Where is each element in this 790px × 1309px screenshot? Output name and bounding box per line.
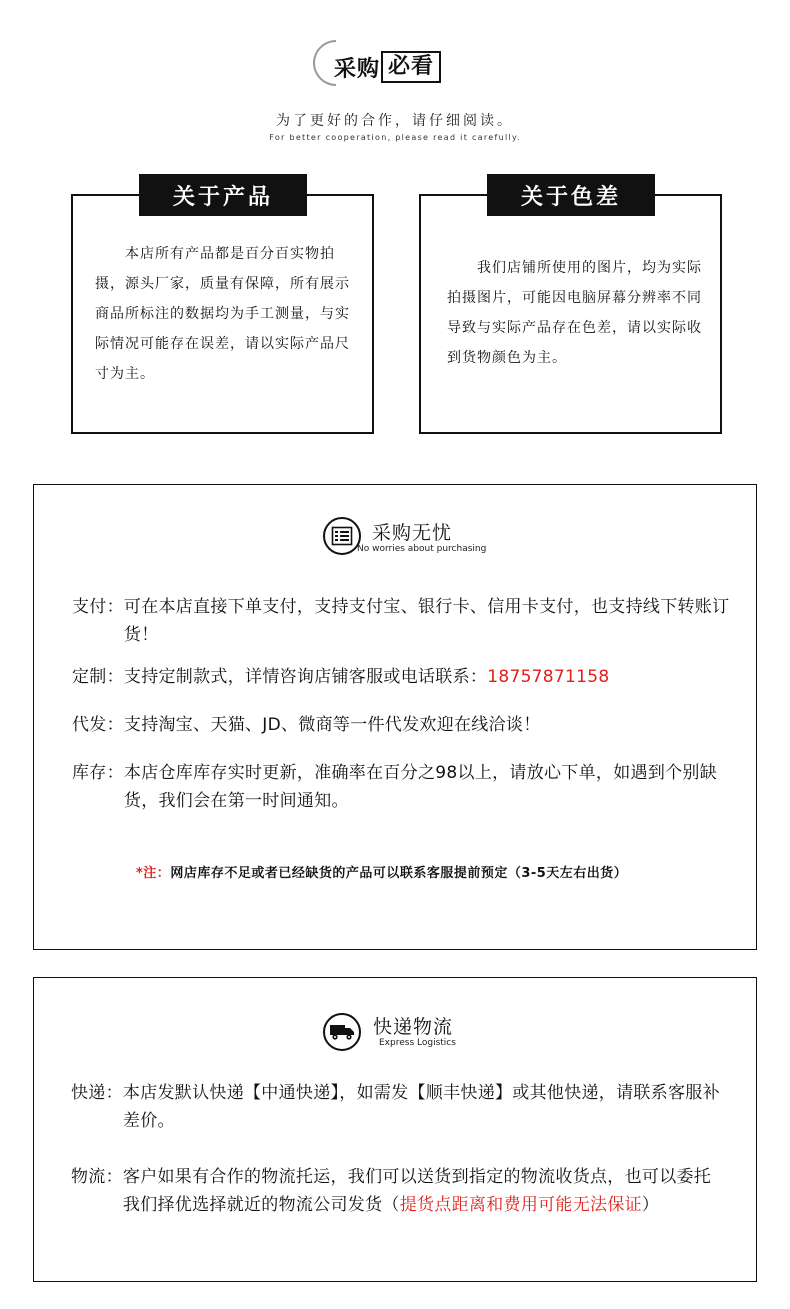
truck-icon — [323, 1013, 361, 1051]
purchase-item-stock — [72, 759, 744, 815]
item-label: 物流： — [71, 1167, 123, 1187]
item-text: 本店发默认快递【中通快递】，如需发【顺丰快递】或其他快递，请联系客服补差价。 — [122, 1083, 720, 1131]
item-text: 可在本店直接下单支付，支持支付宝、银行卡、信用卡支付，也支持线下转账订货！ — [123, 597, 730, 645]
logistics-title: 快递物流 — [373, 1016, 454, 1038]
stock-note — [136, 862, 627, 881]
phone-number: 18757871158 — [487, 667, 610, 687]
page-subtitle: 为了更好的合作，请仔细阅读。 — [276, 113, 514, 129]
item-label: 定制： — [72, 667, 124, 687]
about-color-text: 我们店铺所使用的图片，均为实际拍摄图片，可能因电脑屏幕分辨率不同导致与实际产品存在色差，请以实际收到货物颜色为主。 — [447, 260, 702, 366]
note-prefix: *注： — [136, 866, 171, 881]
logistics-subtitle: Express Logistics — [379, 1038, 456, 1048]
purchase-title: 采购无忧 — [372, 522, 453, 544]
document-list-icon — [323, 517, 361, 555]
item-text: 支持淘宝、天猫、JD、微商等一件代发欢迎在线洽谈！ — [123, 715, 541, 735]
about-color-label: 关于色差 — [487, 174, 655, 216]
item-label: 快递： — [71, 1083, 123, 1103]
item-label: 库存： — [72, 763, 124, 783]
page-title — [334, 51, 441, 83]
purchase-item-payment — [72, 593, 752, 649]
item-label: 代发： — [72, 715, 124, 735]
about-product-text: 本店所有产品都是百分百实物拍摄，源头厂家，质量有保障，所有展示商品所标注的数据均为手工测量，与实际情况可能存在误差，请以实际产品尺寸为主。 — [95, 246, 350, 382]
purchase-subtitle: No worries about purchasing — [357, 544, 487, 554]
about-color-box — [419, 184, 722, 434]
purchase-item-custom — [72, 663, 752, 691]
item-text: 本店仓库库存实时更新，准确率在百分之98以上，请放心下单，如遇到个别缺货，我们会在第一时间通知。 — [123, 763, 718, 811]
about-product-box — [71, 184, 374, 434]
purchase-section — [33, 484, 757, 950]
item-text: 客户如果有合作的物流托运，我们可以送货到指定的物流收货点，也可以委托我们择优选择就近的物流公司发货（ — [122, 1167, 712, 1215]
page-title-part2: 必看 — [381, 51, 441, 83]
logistics-item-express — [71, 1079, 731, 1135]
item-label: 支付： — [72, 597, 124, 617]
page-title-part1: 采购 — [334, 56, 381, 82]
page-subtitle-en: For better cooperation, please read it carefully. — [269, 133, 521, 142]
purchase-item-dropship — [72, 711, 752, 739]
logistics-section — [33, 977, 757, 1282]
item-text-tail: ） — [641, 1195, 660, 1215]
logistics-item-freight — [71, 1163, 723, 1219]
about-product-label: 关于产品 — [139, 174, 307, 216]
item-text: 支持定制款式，详情咨询店铺客服或电话联系： — [123, 667, 488, 687]
item-warning-text: 提货点距离和费用可能无法保证 — [399, 1195, 642, 1215]
note-text: 网店库存不足或者已经缺货的产品可以联系客服提前预定（3-5天左右出货） — [170, 866, 628, 881]
